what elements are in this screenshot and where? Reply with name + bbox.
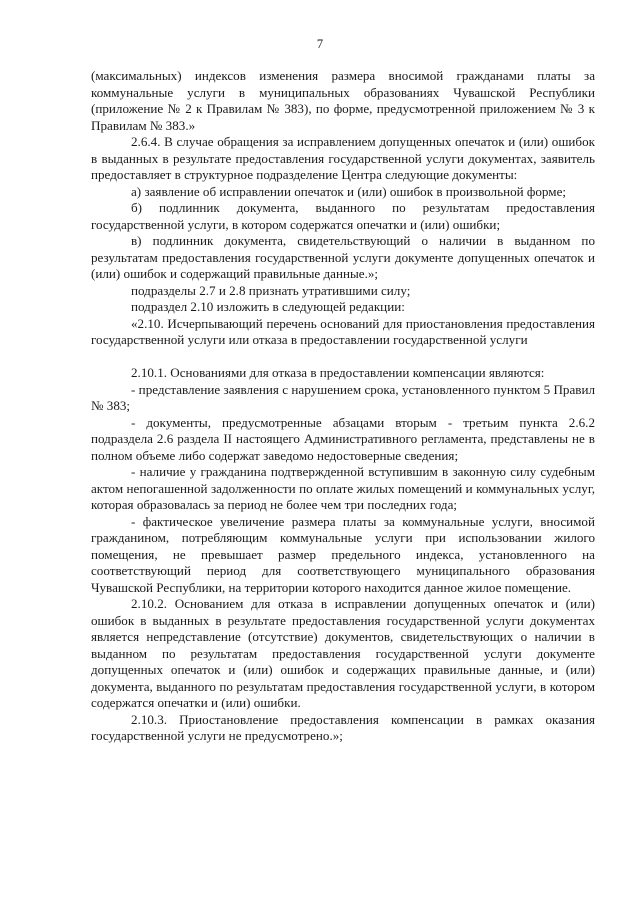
paragraph-2-10-2: 2.10.2. Основанием для отказа в исправлении допущенных опечаток и (или) ошибок в выданных в результате предоставления государственной услуги документах является непредставление (отсутствие) документов, свидетельствующих о наличии в выданном по результатам предоставления государственной услуги документе допущенных опечаток и (или) ошибок и содержащих правильные данные, и (или) документа, выданного по результатам предоставления государственной услуги, в котором содержатся опечатки и (или) ошибки. <box>91 596 595 710</box>
paragraph-2-6-4: 2.6.4. В случае обращения за исправлением допущенных опечаток и (или) ошибок в выданных в результате предоставления государственной услуги документах, заявитель предоставляет в структурное подразделение Центра следующие документы: <box>91 134 595 182</box>
paragraph-subsection-2-10-intro: подраздел 2.10 изложить в следующей редакции: <box>131 299 405 314</box>
list-item-deadline-violation: - представление заявления с нарушением срока, установленного пунктом 5 Правил № 383; <box>91 381 595 413</box>
list-item-incomplete-documents: - документы, предусмотренные абзацами вторым - третьим пункта 2.6.2 подраздела 2.6 раздела II настоящего Административного регламента, представлены не в полном объеме либо содержат заведомо недостоверные сведения; <box>91 414 595 463</box>
paragraph-2-10-heading: «2.10. Исчерпывающий перечень оснований для приостановления предоставления государственной услуги или отказа в предоставлении государственной услуги <box>91 315 595 347</box>
paragraph-item-a: а) заявление об исправлении опечаток и (или) ошибок в произвольной форме; <box>131 183 567 199</box>
paragraph-item-v: в) подлинник документа, свидетельствующий о наличии в выданном по результатам предоставления государственной услуги документе допущенных опечаток и (или) ошибок и содержащий правильные данные.»; <box>91 233 595 281</box>
paragraph-2-10-1: 2.10.1. Основаниями для отказа в предоставлении компенсации являются: <box>131 365 545 380</box>
paragraph-subsections-void: подразделы 2.7 и 2.8 признать утратившими силу; <box>131 282 411 298</box>
paragraph-item-b: б) подлинник документа, выданного по результатам предоставления государственной услуги, в котором содержатся опечатки и (или) ошибки; <box>91 200 595 232</box>
paragraph-2-10-3: 2.10.3. Приостановление предоставления компенсации в рамках оказания государственной услуги не предусмотрено.»; <box>91 711 595 743</box>
paragraph-indices-continuation: (максимальных) индексов изменения размера вносимой гражданами платы за коммунальные услуги в муниципальных образованиях Чувашской Республики (приложение № 2 к Правилам № 383), по форме, предусмотренной приложением № 3 к Правилам № 383.» <box>91 68 595 133</box>
list-item-debt: - наличие у гражданина подтвержденной вступившим в законную силу судебным актом непогашенной задолженности по оплате жилых помещений и коммунальных услуг, которая образовалась за период не более чем три последних года; <box>91 464 595 512</box>
document-body <box>91 68 595 745</box>
page-number: 7 <box>316 37 324 51</box>
list-item-index-not-exceeded: - фактическое увеличение размера платы за коммунальные услуги, вносимой гражданином, потребляющим коммунальные услуги при использовании жилого помещения, не превышает размер предельного индекса, установленного на соответствующий период для соответствующего муниципального образования Чувашской Республики, на территории которого находится данное жилое помещение. <box>91 513 595 595</box>
